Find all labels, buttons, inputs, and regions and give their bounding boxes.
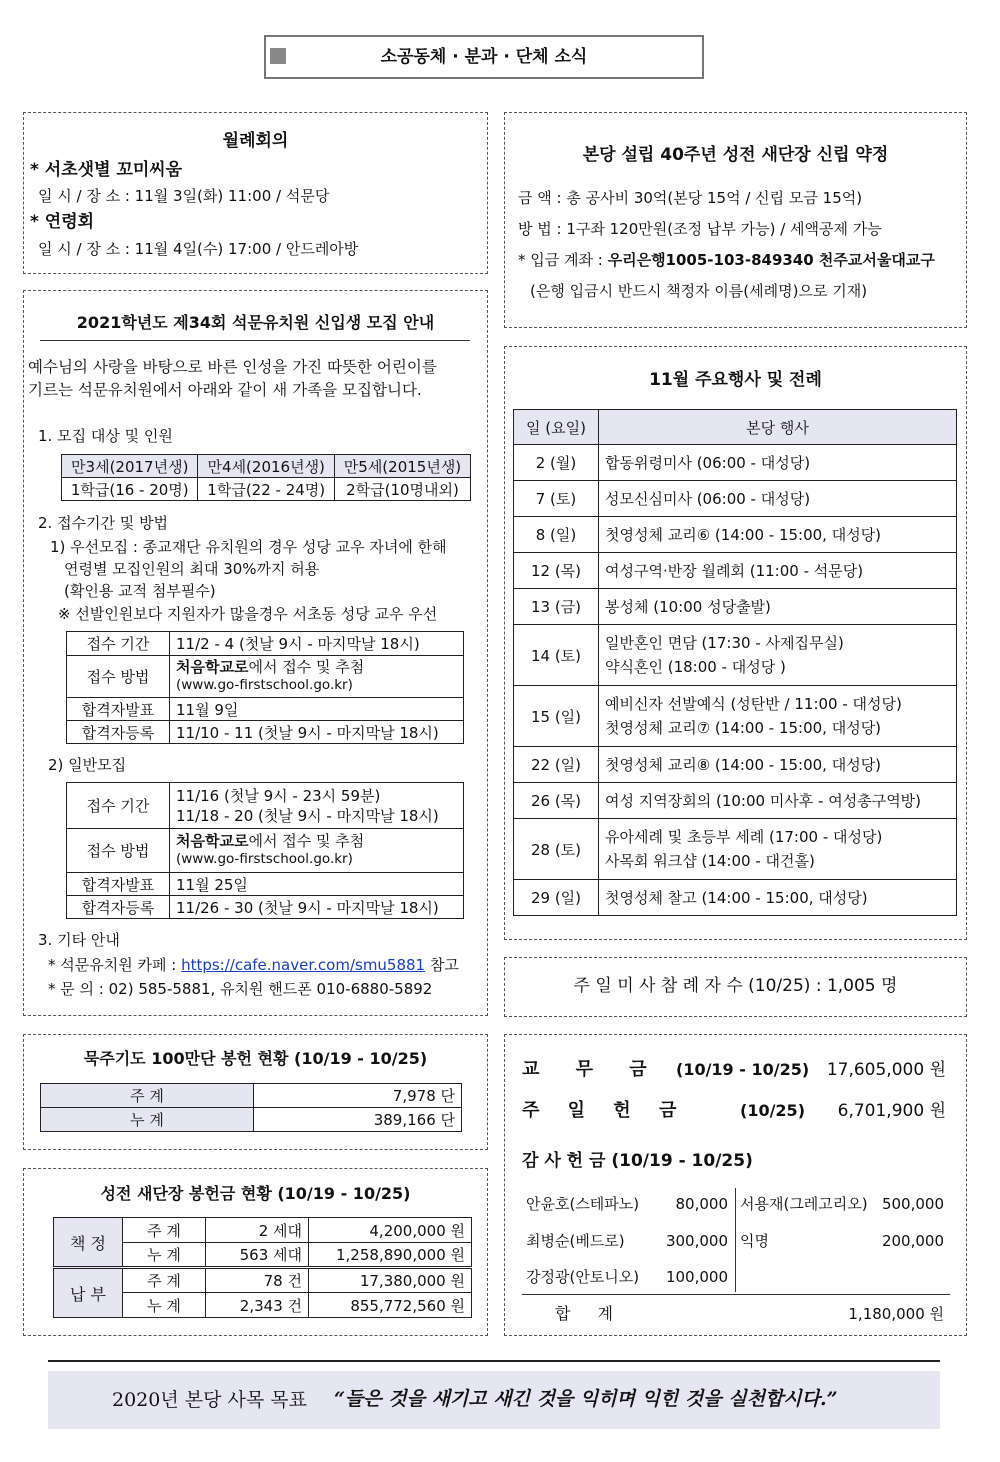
event-row	[514, 625, 957, 686]
donor-name: 서용재(그레고리오)	[740, 1195, 868, 1213]
donor-amount: 80,000	[675, 1195, 728, 1213]
event-line: 약식혼인 (18:00 - 대성당 )	[605, 658, 786, 676]
renovation-table	[53, 1217, 472, 1318]
event-row	[514, 686, 957, 747]
event-line: 예비신자 선발예식 (성탄반 / 11:00 - 대성당)	[605, 695, 902, 713]
attendance-text: 주 일 미 사 참 례 자 수 (10/25) : 1,005 명	[573, 976, 898, 996]
donor-amount: 200,000	[881, 1232, 944, 1250]
event-day: 28 (토)	[514, 819, 599, 880]
events-table	[513, 409, 957, 916]
rosary-title: 묵주기도 100만단 봉헌 현황 (10/19 - 10/25)	[83, 1049, 428, 1068]
section-header	[264, 35, 704, 79]
event-day: 2 (월)	[514, 445, 599, 481]
rosary-value: 389,166 단	[254, 1108, 462, 1132]
pledge-amount: 금 액 : 총 공사비 30억(본당 15억 / 신립 모금 15억)	[518, 189, 863, 207]
events-title: 11월 주요행사 및 전례	[649, 370, 822, 390]
thanks-title: 감 사 헌 금 (10/19 - 10/25)	[522, 1151, 753, 1171]
group-detail: 일 시 / 장 소 : 11월 4일(수) 17:00 / 안드레아방	[38, 240, 359, 258]
event-line: 유아세례 및 초등부 세례 (17:00 - 대성당)	[605, 828, 883, 846]
event-row	[514, 517, 957, 553]
contact-line: * 문 의 : 02) 585-5881, 유치원 핸드폰 010-6880-5892	[48, 980, 433, 998]
age-cell: 만5세(2015년생)	[334, 455, 470, 478]
cafe-line: * 석문유치원 카페 : https://cafe.naver.com/smu5881 참고	[48, 956, 459, 974]
donor-amount: 500,000	[881, 1195, 944, 1213]
gyomu-value: 17,605,000 원	[826, 1060, 946, 1080]
col-day: 일 (요일)	[514, 410, 599, 445]
row-count: 563 세대	[206, 1243, 309, 1268]
event-row	[514, 481, 957, 517]
row-label: 누 계	[123, 1243, 206, 1268]
event-day: 8 (일)	[514, 517, 599, 553]
event-line: 사목회 워크샵 (14:00 - 대건홀)	[605, 852, 815, 870]
event-line: 성모신심미사 (06:00 - 대성당)	[605, 489, 811, 508]
method-label: 접수 방법	[67, 829, 170, 873]
event-day: 7 (토)	[514, 481, 599, 517]
event-line: 일반혼인 면담 (17:30 - 사제집무실)	[605, 634, 844, 652]
rosary-label: 주 계	[41, 1084, 254, 1108]
renovation-title: 성전 새단장 봉헌금 현황 (10/19 - 10/25)	[100, 1184, 411, 1203]
event-line: 여성구역·반장 월례회 (11:00 - 석문당)	[605, 561, 864, 580]
total-label: 합 계	[555, 1304, 613, 1323]
register-value: 11/10 - 11 (첫날 9시 - 마지막날 18시)	[170, 721, 464, 744]
rosary-table	[40, 1083, 462, 1132]
event-desc	[599, 553, 957, 589]
register-label: 합격자등록	[67, 721, 170, 744]
event-row	[514, 819, 957, 880]
period-label: 접수 기간	[67, 632, 170, 656]
class-cell: 1학급(22 - 24명)	[198, 478, 334, 501]
event-row	[514, 553, 957, 589]
event-row	[514, 880, 957, 916]
priority-line: (확인용 교적 첨부필수)	[64, 582, 216, 600]
section-2-heading: 2. 접수기간 및 방법	[38, 514, 169, 532]
row-amount: 4,200,000 원	[309, 1218, 472, 1243]
class-cell: 2학급(10명내외)	[334, 478, 470, 501]
intro-line: 기르는 석문유치원에서 아래와 같이 새 가족을 모집합니다.	[28, 381, 422, 399]
announce-value: 11월 25일	[170, 873, 464, 896]
group-label: 납 부	[54, 1268, 123, 1318]
school-link[interactable]: (www.go-firstschool.go.kr)	[176, 677, 353, 693]
method-value: 처음학교로에서 접수 및 추첨 (www.go-firstschool.go.kr)	[170, 829, 464, 873]
group-label: 책 정	[54, 1218, 123, 1268]
event-day: 29 (일)	[514, 880, 599, 916]
event-day: 22 (일)	[514, 747, 599, 783]
group-name: * 연령회	[30, 212, 95, 232]
event-line: 봉성체 (10:00 성당출발)	[605, 597, 771, 616]
event-day: 12 (목)	[514, 553, 599, 589]
group-detail: 일 시 / 장 소 : 11월 3일(화) 11:00 / 석문당	[38, 187, 330, 205]
pledge-note: (은행 입금시 반드시 책정자 이름(세례명)으로 기재)	[530, 282, 868, 300]
event-desc	[599, 481, 957, 517]
general-heading: 2) 일반모집	[48, 756, 127, 774]
event-day: 26 (목)	[514, 783, 599, 819]
row-label: 주 계	[123, 1218, 206, 1243]
page-title: 소공동체 · 분과 · 단체 소식	[380, 47, 588, 67]
sunday-period: (10/25)	[740, 1101, 805, 1120]
sunday-value: 6,701,900 원	[837, 1101, 946, 1121]
event-line: 첫영성체 교리⑦ (14:00 - 15:00, 대성당)	[605, 719, 882, 737]
period-value: 11/2 - 4 (첫날 9시 - 마지막날 18시)	[170, 632, 464, 656]
col-event: 본당 행사	[599, 410, 957, 445]
event-row	[514, 445, 957, 481]
pledge-method: 방 법 : 1구좌 120만원(조정 납부 가능) / 세액공제 가능	[518, 220, 882, 238]
donor-name: 강정광(안토니오)	[526, 1268, 640, 1286]
event-desc	[599, 747, 957, 783]
priority-table	[66, 631, 464, 744]
event-desc	[599, 445, 957, 481]
school-link[interactable]: (www.go-firstschool.go.kr)	[176, 851, 353, 867]
group-name: * 서초샛별 꼬미씨움	[30, 160, 183, 180]
intro-line: 예수님의 사랑을 바탕으로 바른 인성을 가진 따뜻한 어린이를	[28, 358, 437, 376]
kindergarten-title-underline	[40, 340, 470, 341]
donor-name: 최병순(베드로)	[526, 1232, 625, 1250]
event-row	[514, 783, 957, 819]
donor-name: 안윤호(스테파노)	[526, 1195, 640, 1213]
event-line: 첫영성체 찰고 (14:00 - 15:00, 대성당)	[605, 888, 868, 907]
class-cell: 1학급(16 - 20명)	[62, 478, 198, 501]
gyomu-label: 교 무 금	[522, 1059, 647, 1080]
footer-label: 2020년 본당 사목 목표	[112, 1389, 307, 1411]
row-count: 2 세대	[206, 1218, 309, 1243]
footer-motto: “들은 것을 새기고 새긴 것을 익히며 익힌 것을 실천합시다.”	[334, 1388, 838, 1410]
rosary-label: 누 계	[41, 1108, 254, 1132]
section-3-heading: 3. 기타 안내	[38, 931, 120, 949]
donor-name: 익명	[740, 1232, 769, 1250]
pledge-title: 본당 설립 40주년 성전 새단장 신립 약정	[582, 145, 889, 165]
event-row	[514, 589, 957, 625]
priority-line: ※ 선발인원보다 지원자가 많을경우 서초동 성당 교우 우선	[58, 605, 438, 623]
announce-label: 합격자발표	[67, 873, 170, 896]
event-day: 15 (일)	[514, 686, 599, 747]
footer-rule	[48, 1360, 940, 1362]
event-desc	[599, 880, 957, 916]
row-label: 주 계	[123, 1268, 206, 1293]
priority-line: 연령별 모집인원의 최대 30%까지 허용	[64, 560, 320, 578]
row-count: 2,343 건	[206, 1293, 309, 1318]
method-label: 접수 방법	[67, 656, 170, 698]
event-desc	[599, 686, 957, 747]
cafe-link[interactable]: https://cafe.naver.com/smu5881	[181, 956, 426, 974]
event-line: 여성 지역장회의 (10:00 미사후 - 여성총구역방)	[605, 791, 922, 810]
row-count: 78 건	[206, 1268, 309, 1293]
event-desc	[599, 819, 957, 880]
event-row	[514, 747, 957, 783]
register-value: 11/26 - 30 (첫날 9시 - 마지막날 18시)	[170, 896, 464, 919]
total-divider	[522, 1294, 950, 1295]
event-desc	[599, 625, 957, 686]
event-line: 합동위령미사 (06:00 - 대성당)	[605, 453, 811, 472]
row-label: 누 계	[123, 1293, 206, 1318]
row-amount: 855,772,560 원	[309, 1293, 472, 1318]
rosary-value: 7,978 단	[254, 1084, 462, 1108]
pledge-account: * 입금 계좌 : 우리은행1005-103-849340 천주교서울대교구	[518, 251, 935, 269]
age-cell: 만4세(2016년생)	[198, 455, 334, 478]
event-desc	[599, 783, 957, 819]
method-value: 처음학교로에서 접수 및 추첨 (www.go-firstschool.go.kr)	[170, 656, 464, 698]
row-amount: 17,380,000 원	[309, 1268, 472, 1293]
general-table	[66, 782, 464, 919]
event-desc	[599, 589, 957, 625]
donor-amount: 100,000	[665, 1268, 728, 1286]
total-value: 1,180,000 원	[848, 1305, 944, 1323]
age-cell: 만3세(2017년생)	[62, 455, 198, 478]
section-1-heading: 1. 모집 대상 및 인원	[38, 427, 173, 445]
announce-value: 11월 9일	[170, 698, 464, 721]
event-day: 13 (금)	[514, 589, 599, 625]
period-label: 접수 기간	[67, 783, 170, 829]
sunday-label: 주 일 헌 금	[522, 1100, 677, 1121]
event-line: 첫영성체 교리⑧ (14:00 - 15:00, 대성당)	[605, 755, 882, 774]
donor-divider	[735, 1188, 736, 1292]
period-value: 11/16 (첫날 9시 - 23시 59분) 11/18 - 20 (첫날 9시 - 마지막날 18시)	[170, 783, 464, 829]
kindergarten-title: 2021학년도 제34회 석문유치원 신입생 모집 안내	[76, 313, 435, 332]
donor-amount: 300,000	[665, 1232, 728, 1250]
row-amount: 1,258,890,000 원	[309, 1243, 472, 1268]
priority-line: 1) 우선모집 : 종교재단 유치원의 경우 성당 교우 자녀에 한해	[50, 538, 447, 556]
register-label: 합격자등록	[67, 896, 170, 919]
announce-label: 합격자발표	[67, 698, 170, 721]
event-day: 14 (토)	[514, 625, 599, 686]
event-line: 첫영성체 교리⑥ (14:00 - 15:00, 대성당)	[605, 525, 882, 544]
event-desc	[599, 517, 957, 553]
age-table	[61, 454, 471, 501]
monthly-meeting-title: 월례회의	[222, 131, 289, 151]
gyomu-period: (10/19 - 10/25)	[676, 1060, 810, 1079]
